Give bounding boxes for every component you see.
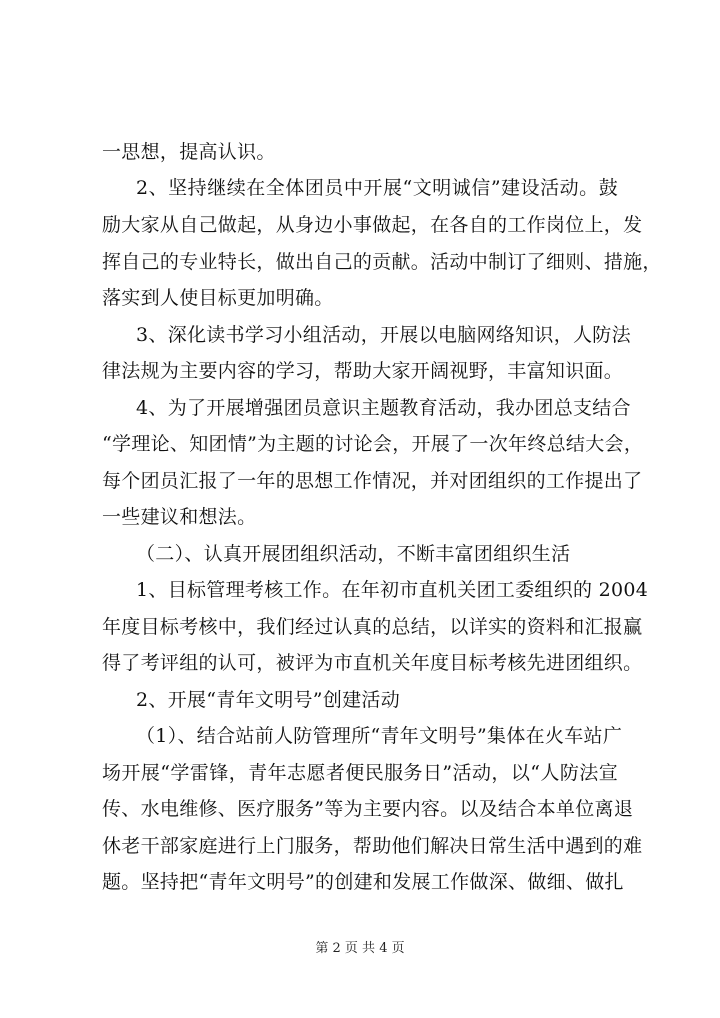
paragraph-line: 场开展“学雷锋，青年志愿者便民服务日”活动，以“人防法宣 — [102, 762, 618, 784]
paragraph-line: 一思想，提高认识。 — [102, 141, 276, 163]
paragraph-line: 题。坚持把“青年文明号”的创建和发展工作做深、做细、做扎 — [102, 871, 624, 893]
paragraph-line: 3、深化读书学习小组活动，开展以电脑网络知识，人防法 — [136, 324, 631, 346]
paragraph-line: 得了考评组的认可，被评为市直机关年度目标考核先进团组织。 — [102, 652, 643, 674]
paragraph-line: 律法规为主要内容的学习，帮助大家开阔视野，丰富知识面。 — [102, 360, 624, 382]
paragraph-line: （1）、结合站前人防管理所“青年文明号”集体在火车站广 — [136, 725, 623, 747]
paragraph-line: 年度目标考核中，我们经过认真的总结，以详实的资料和汇报赢 — [102, 616, 643, 638]
paragraph-line: 2、坚持继续在全体团员中开展“文明诚信”建设活动。鼓 — [136, 177, 618, 199]
subsection-heading: 2、开展“青年文明号”创建活动 — [136, 689, 401, 711]
paragraph-line: 挥自己的专业特长，做出自己的贡献。活动中制订了细则、措施， — [102, 251, 662, 273]
paragraph-line: 休老干部家庭进行上门服务，帮助他们解决日常生活中遇到的难 — [102, 835, 643, 857]
paragraph-line: 一些建议和想法。 — [102, 506, 257, 528]
paragraph-line: “学理论、知团情”为主题的讨论会，开展了一次年终总结大会， — [102, 433, 644, 455]
page-number: 第 2 页 共 4 页 — [315, 941, 405, 956]
paragraph-line: 每个团员汇报了一年的思想工作情况，并对团组织的工作提出了 — [102, 470, 643, 492]
paragraph-line: 1、目标管理考核工作。在年初市直机关团工委组织的 2004 — [136, 579, 649, 601]
paragraph-line: 励大家从自己做起，从身边小事做起，在各自的工作岗位上，发 — [102, 214, 643, 236]
paragraph-line: 4、为了开展增强团员意识主题教育活动，我办团总支结合 — [136, 397, 631, 419]
paragraph-line: 传、水电维修、医疗服务”等为主要内容。以及结合本单位离退 — [102, 798, 634, 820]
paragraph-line: 落实到人使目标更加明确。 — [102, 287, 334, 309]
section-heading: （二）、认真开展团组织活动，不断丰富团组织生活 — [136, 543, 571, 565]
